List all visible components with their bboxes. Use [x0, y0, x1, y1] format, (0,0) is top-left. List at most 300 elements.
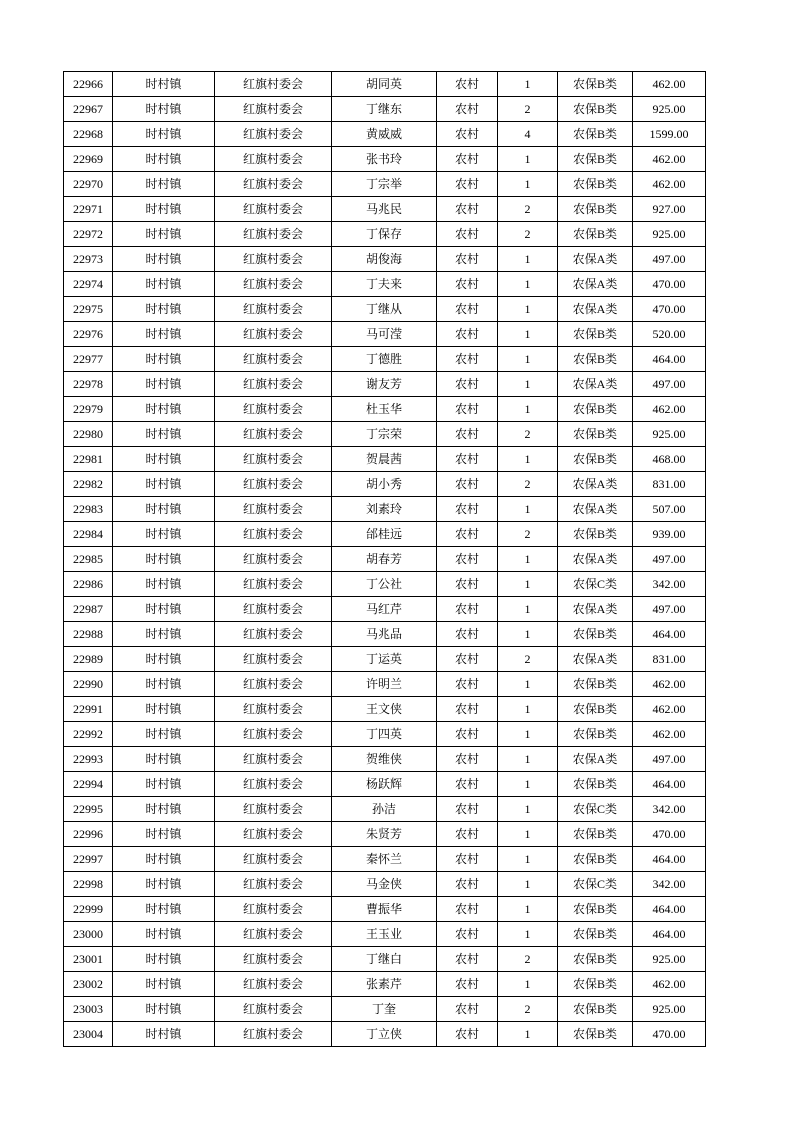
- table-row: [64, 347, 706, 372]
- cell-amount: 464.00: [633, 772, 706, 797]
- cell-village-committee: 红旗村委会: [215, 272, 332, 297]
- cell-person-name: 丁运英: [332, 647, 437, 672]
- cell-amount: 464.00: [633, 622, 706, 647]
- cell-amount: 925.00: [633, 997, 706, 1022]
- cell-insurance-category: 农保B类: [558, 147, 633, 172]
- cell-insurance-category: 农保C类: [558, 572, 633, 597]
- cell-village-committee: 红旗村委会: [215, 72, 332, 97]
- cell-record-id: 22980: [64, 422, 113, 447]
- cell-residence-type: 农村: [437, 622, 498, 647]
- cell-village-committee: 红旗村委会: [215, 122, 332, 147]
- cell-residence-type: 农村: [437, 747, 498, 772]
- cell-record-id: 22986: [64, 572, 113, 597]
- table-row: [64, 322, 706, 347]
- table-row: [64, 97, 706, 122]
- cell-town: 时村镇: [113, 122, 215, 147]
- cell-amount: 925.00: [633, 97, 706, 122]
- cell-town: 时村镇: [113, 72, 215, 97]
- cell-person-name: 丁宗举: [332, 172, 437, 197]
- cell-town: 时村镇: [113, 97, 215, 122]
- cell-record-id: 22988: [64, 622, 113, 647]
- cell-record-id: 22991: [64, 697, 113, 722]
- cell-person-name: 王文侠: [332, 697, 437, 722]
- cell-person-count: 1: [498, 272, 558, 297]
- cell-person-count: 1: [498, 872, 558, 897]
- cell-person-name: 许明兰: [332, 672, 437, 697]
- cell-record-id: 23000: [64, 922, 113, 947]
- cell-person-name: 丁保存: [332, 222, 437, 247]
- cell-record-id: 22974: [64, 272, 113, 297]
- table-row: [64, 72, 706, 97]
- table-row: [64, 397, 706, 422]
- cell-person-count: 1: [498, 822, 558, 847]
- cell-village-committee: 红旗村委会: [215, 347, 332, 372]
- cell-person-count: 1: [498, 672, 558, 697]
- cell-insurance-category: 农保B类: [558, 897, 633, 922]
- table-row: [64, 272, 706, 297]
- cell-person-name: 马金侠: [332, 872, 437, 897]
- cell-town: 时村镇: [113, 197, 215, 222]
- cell-village-committee: 红旗村委会: [215, 797, 332, 822]
- cell-record-id: 22981: [64, 447, 113, 472]
- cell-record-id: 22992: [64, 722, 113, 747]
- cell-residence-type: 农村: [437, 772, 498, 797]
- cell-village-committee: 红旗村委会: [215, 297, 332, 322]
- cell-person-count: 2: [498, 947, 558, 972]
- cell-person-count: 1: [498, 772, 558, 797]
- cell-amount: 462.00: [633, 147, 706, 172]
- cell-insurance-category: 农保B类: [558, 97, 633, 122]
- cell-town: 时村镇: [113, 472, 215, 497]
- cell-person-name: 杨跃辉: [332, 772, 437, 797]
- cell-insurance-category: 农保B类: [558, 722, 633, 747]
- cell-insurance-category: 农保B类: [558, 1022, 633, 1047]
- cell-record-id: 22972: [64, 222, 113, 247]
- cell-amount: 925.00: [633, 222, 706, 247]
- cell-insurance-category: 农保B类: [558, 72, 633, 97]
- cell-insurance-category: 农保B类: [558, 172, 633, 197]
- cell-amount: 939.00: [633, 522, 706, 547]
- cell-insurance-category: 农保B类: [558, 847, 633, 872]
- cell-town: 时村镇: [113, 222, 215, 247]
- cell-village-committee: 红旗村委会: [215, 247, 332, 272]
- cell-person-count: 2: [498, 97, 558, 122]
- cell-amount: 927.00: [633, 197, 706, 222]
- cell-amount: 831.00: [633, 472, 706, 497]
- table-row: [64, 247, 706, 272]
- cell-amount: 462.00: [633, 672, 706, 697]
- cell-residence-type: 农村: [437, 422, 498, 447]
- cell-residence-type: 农村: [437, 822, 498, 847]
- cell-town: 时村镇: [113, 297, 215, 322]
- table-row: [64, 472, 706, 497]
- cell-record-id: 22971: [64, 197, 113, 222]
- cell-person-name: 马红芹: [332, 597, 437, 622]
- table-row: [64, 647, 706, 672]
- cell-insurance-category: 农保B类: [558, 347, 633, 372]
- cell-amount: 342.00: [633, 797, 706, 822]
- cell-record-id: 22978: [64, 372, 113, 397]
- cell-amount: 468.00: [633, 447, 706, 472]
- cell-person-count: 4: [498, 122, 558, 147]
- cell-residence-type: 农村: [437, 897, 498, 922]
- cell-record-id: 22997: [64, 847, 113, 872]
- cell-town: 时村镇: [113, 172, 215, 197]
- cell-insurance-category: 农保A类: [558, 647, 633, 672]
- cell-insurance-category: 农保A类: [558, 547, 633, 572]
- cell-town: 时村镇: [113, 672, 215, 697]
- cell-village-committee: 红旗村委会: [215, 422, 332, 447]
- cell-residence-type: 农村: [437, 572, 498, 597]
- cell-amount: 342.00: [633, 872, 706, 897]
- cell-person-name: 丁德胜: [332, 347, 437, 372]
- cell-village-committee: 红旗村委会: [215, 322, 332, 347]
- cell-village-committee: 红旗村委会: [215, 972, 332, 997]
- roster-table: [63, 71, 706, 1047]
- cell-amount: 470.00: [633, 1022, 706, 1047]
- cell-record-id: 23003: [64, 997, 113, 1022]
- cell-insurance-category: 农保A类: [558, 297, 633, 322]
- cell-town: 时村镇: [113, 647, 215, 672]
- cell-amount: 1599.00: [633, 122, 706, 147]
- table-row: [64, 547, 706, 572]
- cell-insurance-category: 农保A类: [558, 272, 633, 297]
- cell-town: 时村镇: [113, 772, 215, 797]
- cell-person-count: 1: [498, 372, 558, 397]
- cell-person-name: 丁四英: [332, 722, 437, 747]
- table-row: [64, 597, 706, 622]
- cell-residence-type: 农村: [437, 247, 498, 272]
- cell-town: 时村镇: [113, 597, 215, 622]
- cell-person-count: 1: [498, 247, 558, 272]
- cell-amount: 497.00: [633, 247, 706, 272]
- cell-person-count: 2: [498, 472, 558, 497]
- cell-residence-type: 农村: [437, 872, 498, 897]
- cell-residence-type: 农村: [437, 172, 498, 197]
- cell-town: 时村镇: [113, 497, 215, 522]
- cell-person-count: 1: [498, 397, 558, 422]
- cell-person-count: 2: [498, 997, 558, 1022]
- cell-record-id: 22970: [64, 172, 113, 197]
- table-row: [64, 972, 706, 997]
- cell-residence-type: 农村: [437, 297, 498, 322]
- cell-town: 时村镇: [113, 947, 215, 972]
- table-row: [64, 622, 706, 647]
- cell-insurance-category: 农保B类: [558, 122, 633, 147]
- cell-town: 时村镇: [113, 447, 215, 472]
- table-row: [64, 697, 706, 722]
- cell-village-committee: 红旗村委会: [215, 372, 332, 397]
- table-row: [64, 722, 706, 747]
- cell-insurance-category: 农保B类: [558, 522, 633, 547]
- cell-record-id: 22989: [64, 647, 113, 672]
- cell-insurance-category: 农保B类: [558, 997, 633, 1022]
- table-row: [64, 172, 706, 197]
- cell-amount: 470.00: [633, 297, 706, 322]
- cell-town: 时村镇: [113, 622, 215, 647]
- cell-person-name: 贺晨茜: [332, 447, 437, 472]
- cell-person-count: 1: [498, 722, 558, 747]
- cell-residence-type: 农村: [437, 722, 498, 747]
- cell-town: 时村镇: [113, 697, 215, 722]
- cell-town: 时村镇: [113, 1022, 215, 1047]
- cell-town: 时村镇: [113, 897, 215, 922]
- cell-amount: 925.00: [633, 947, 706, 972]
- roster-table-body: [64, 72, 706, 1047]
- cell-record-id: 22993: [64, 747, 113, 772]
- cell-village-committee: 红旗村委会: [215, 547, 332, 572]
- cell-insurance-category: 农保B类: [558, 772, 633, 797]
- cell-record-id: 22987: [64, 597, 113, 622]
- table-row: [64, 897, 706, 922]
- cell-record-id: 22983: [64, 497, 113, 522]
- cell-insurance-category: 农保A类: [558, 597, 633, 622]
- cell-insurance-category: 农保A类: [558, 747, 633, 772]
- cell-record-id: 22967: [64, 97, 113, 122]
- cell-village-committee: 红旗村委会: [215, 447, 332, 472]
- cell-residence-type: 农村: [437, 1022, 498, 1047]
- cell-amount: 925.00: [633, 422, 706, 447]
- cell-residence-type: 农村: [437, 847, 498, 872]
- cell-amount: 462.00: [633, 72, 706, 97]
- cell-town: 时村镇: [113, 797, 215, 822]
- cell-amount: 464.00: [633, 897, 706, 922]
- cell-insurance-category: 农保A类: [558, 247, 633, 272]
- cell-amount: 470.00: [633, 272, 706, 297]
- table-row: [64, 297, 706, 322]
- cell-record-id: 22996: [64, 822, 113, 847]
- table-row: [64, 222, 706, 247]
- cell-residence-type: 农村: [437, 797, 498, 822]
- cell-insurance-category: 农保B类: [558, 447, 633, 472]
- cell-amount: 462.00: [633, 172, 706, 197]
- cell-town: 时村镇: [113, 397, 215, 422]
- cell-insurance-category: 农保B类: [558, 947, 633, 972]
- table-row: [64, 922, 706, 947]
- cell-record-id: 22999: [64, 897, 113, 922]
- cell-insurance-category: 农保B类: [558, 697, 633, 722]
- cell-amount: 464.00: [633, 347, 706, 372]
- cell-village-committee: 红旗村委会: [215, 847, 332, 872]
- table-row: [64, 1022, 706, 1047]
- cell-town: 时村镇: [113, 872, 215, 897]
- cell-person-name: 丁继东: [332, 97, 437, 122]
- cell-town: 时村镇: [113, 272, 215, 297]
- cell-town: 时村镇: [113, 972, 215, 997]
- cell-person-count: 1: [498, 972, 558, 997]
- table-row: [64, 372, 706, 397]
- cell-village-committee: 红旗村委会: [215, 997, 332, 1022]
- cell-residence-type: 农村: [437, 197, 498, 222]
- table-row: [64, 497, 706, 522]
- table-row: [64, 947, 706, 972]
- cell-village-committee: 红旗村委会: [215, 922, 332, 947]
- cell-residence-type: 农村: [437, 97, 498, 122]
- cell-person-name: 孙洁: [332, 797, 437, 822]
- cell-person-name: 丁夫来: [332, 272, 437, 297]
- cell-town: 时村镇: [113, 997, 215, 1022]
- cell-record-id: 22975: [64, 297, 113, 322]
- cell-village-committee: 红旗村委会: [215, 597, 332, 622]
- cell-insurance-category: 农保B类: [558, 222, 633, 247]
- cell-record-id: 22984: [64, 522, 113, 547]
- table-row: [64, 147, 706, 172]
- table-row: [64, 772, 706, 797]
- table-row: [64, 847, 706, 872]
- cell-person-count: 1: [498, 497, 558, 522]
- cell-person-count: 2: [498, 522, 558, 547]
- cell-village-committee: 红旗村委会: [215, 947, 332, 972]
- cell-village-committee: 红旗村委会: [215, 747, 332, 772]
- cell-village-committee: 红旗村委会: [215, 472, 332, 497]
- document-page: [63, 71, 706, 1047]
- table-row: [64, 572, 706, 597]
- cell-amount: 470.00: [633, 822, 706, 847]
- table-row: [64, 747, 706, 772]
- cell-residence-type: 农村: [437, 372, 498, 397]
- table-row: [64, 872, 706, 897]
- cell-residence-type: 农村: [437, 522, 498, 547]
- cell-insurance-category: 农保B类: [558, 672, 633, 697]
- cell-residence-type: 农村: [437, 672, 498, 697]
- cell-village-committee: 红旗村委会: [215, 672, 332, 697]
- cell-village-committee: 红旗村委会: [215, 822, 332, 847]
- cell-amount: 462.00: [633, 397, 706, 422]
- cell-amount: 342.00: [633, 572, 706, 597]
- cell-residence-type: 农村: [437, 697, 498, 722]
- table-row: [64, 672, 706, 697]
- cell-person-name: 黄威威: [332, 122, 437, 147]
- table-row: [64, 797, 706, 822]
- cell-residence-type: 农村: [437, 597, 498, 622]
- cell-person-count: 1: [498, 597, 558, 622]
- cell-person-count: 1: [498, 622, 558, 647]
- cell-person-name: 丁宗荣: [332, 422, 437, 447]
- cell-record-id: 22973: [64, 247, 113, 272]
- cell-record-id: 22976: [64, 322, 113, 347]
- cell-person-name: 丁继从: [332, 297, 437, 322]
- cell-person-name: 曹振华: [332, 897, 437, 922]
- table-row: [64, 822, 706, 847]
- cell-insurance-category: 农保A类: [558, 372, 633, 397]
- cell-town: 时村镇: [113, 547, 215, 572]
- cell-town: 时村镇: [113, 747, 215, 772]
- table-row: [64, 997, 706, 1022]
- cell-village-committee: 红旗村委会: [215, 772, 332, 797]
- cell-residence-type: 农村: [437, 647, 498, 672]
- cell-person-name: 马兆民: [332, 197, 437, 222]
- cell-person-count: 1: [498, 1022, 558, 1047]
- cell-residence-type: 农村: [437, 972, 498, 997]
- cell-village-committee: 红旗村委会: [215, 872, 332, 897]
- cell-town: 时村镇: [113, 522, 215, 547]
- cell-residence-type: 农村: [437, 272, 498, 297]
- cell-residence-type: 农村: [437, 447, 498, 472]
- cell-residence-type: 农村: [437, 147, 498, 172]
- cell-insurance-category: 农保B类: [558, 972, 633, 997]
- cell-person-name: 胡俊海: [332, 247, 437, 272]
- cell-amount: 497.00: [633, 747, 706, 772]
- cell-village-committee: 红旗村委会: [215, 897, 332, 922]
- cell-amount: 520.00: [633, 322, 706, 347]
- cell-person-name: 马兆品: [332, 622, 437, 647]
- cell-person-count: 1: [498, 572, 558, 597]
- cell-residence-type: 农村: [437, 547, 498, 572]
- cell-insurance-category: 农保B类: [558, 422, 633, 447]
- cell-town: 时村镇: [113, 572, 215, 597]
- cell-record-id: 23001: [64, 947, 113, 972]
- cell-person-count: 1: [498, 847, 558, 872]
- cell-village-committee: 红旗村委会: [215, 172, 332, 197]
- cell-insurance-category: 农保C类: [558, 872, 633, 897]
- cell-person-count: 2: [498, 222, 558, 247]
- cell-residence-type: 农村: [437, 322, 498, 347]
- cell-person-count: 1: [498, 172, 558, 197]
- cell-person-name: 朱贤芳: [332, 822, 437, 847]
- cell-person-count: 1: [498, 747, 558, 772]
- cell-person-count: 1: [498, 147, 558, 172]
- cell-residence-type: 农村: [437, 72, 498, 97]
- cell-village-committee: 红旗村委会: [215, 147, 332, 172]
- cell-amount: 497.00: [633, 597, 706, 622]
- cell-record-id: 22998: [64, 872, 113, 897]
- cell-village-committee: 红旗村委会: [215, 522, 332, 547]
- cell-residence-type: 农村: [437, 497, 498, 522]
- table-row: [64, 197, 706, 222]
- cell-insurance-category: 农保C类: [558, 797, 633, 822]
- cell-person-name: 张素芹: [332, 972, 437, 997]
- cell-person-name: 杜玉华: [332, 397, 437, 422]
- cell-person-count: 1: [498, 897, 558, 922]
- cell-insurance-category: 农保B类: [558, 197, 633, 222]
- cell-town: 时村镇: [113, 922, 215, 947]
- cell-record-id: 22995: [64, 797, 113, 822]
- cell-amount: 462.00: [633, 972, 706, 997]
- cell-village-committee: 红旗村委会: [215, 222, 332, 247]
- cell-town: 时村镇: [113, 822, 215, 847]
- cell-amount: 831.00: [633, 647, 706, 672]
- cell-insurance-category: 农保A类: [558, 497, 633, 522]
- cell-person-name: 谢友芳: [332, 372, 437, 397]
- cell-person-name: 丁奎: [332, 997, 437, 1022]
- cell-person-name: 丁继白: [332, 947, 437, 972]
- cell-person-count: 1: [498, 347, 558, 372]
- cell-amount: 464.00: [633, 922, 706, 947]
- cell-record-id: 22969: [64, 147, 113, 172]
- cell-person-count: 1: [498, 72, 558, 97]
- cell-town: 时村镇: [113, 147, 215, 172]
- cell-insurance-category: 农保B类: [558, 322, 633, 347]
- cell-person-name: 王玉业: [332, 922, 437, 947]
- cell-person-count: 1: [498, 797, 558, 822]
- cell-insurance-category: 农保A类: [558, 472, 633, 497]
- cell-residence-type: 农村: [437, 947, 498, 972]
- cell-village-committee: 红旗村委会: [215, 722, 332, 747]
- cell-village-committee: 红旗村委会: [215, 397, 332, 422]
- cell-person-count: 1: [498, 297, 558, 322]
- cell-village-committee: 红旗村委会: [215, 1022, 332, 1047]
- cell-record-id: 22979: [64, 397, 113, 422]
- cell-town: 时村镇: [113, 322, 215, 347]
- cell-insurance-category: 农保B类: [558, 622, 633, 647]
- cell-town: 时村镇: [113, 847, 215, 872]
- cell-person-count: 1: [498, 547, 558, 572]
- cell-person-count: 1: [498, 922, 558, 947]
- cell-town: 时村镇: [113, 347, 215, 372]
- cell-town: 时村镇: [113, 422, 215, 447]
- cell-amount: 462.00: [633, 697, 706, 722]
- cell-person-count: 2: [498, 647, 558, 672]
